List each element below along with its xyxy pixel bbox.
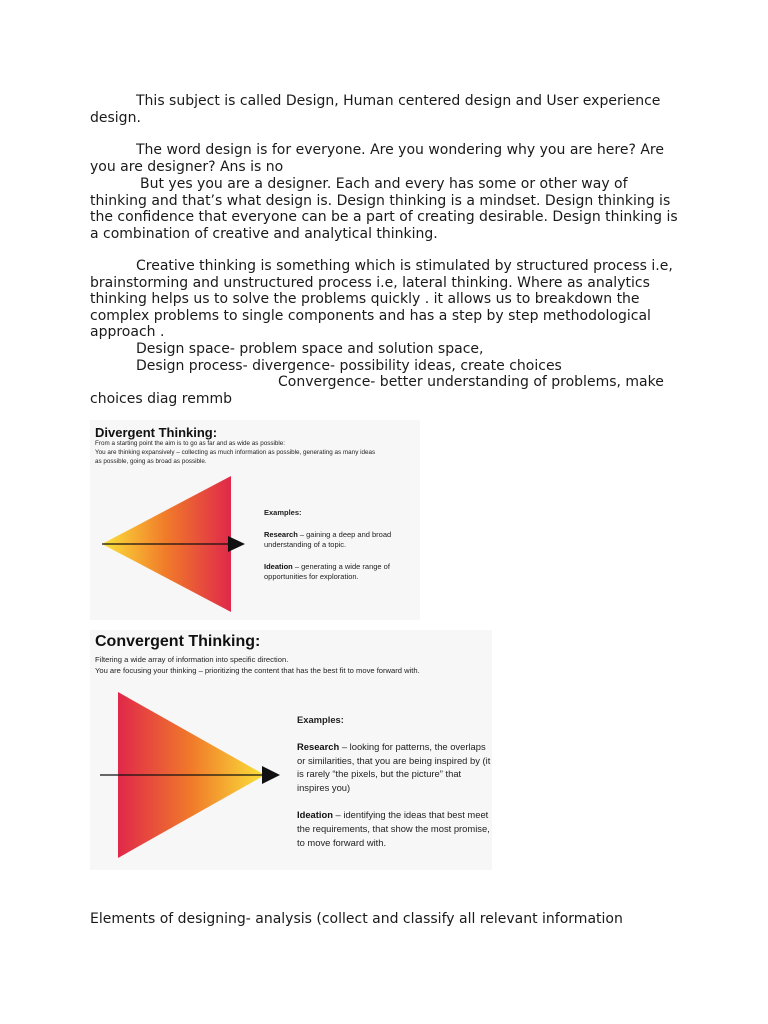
design-space-line: Design space- problem space and solution space, — [136, 341, 484, 357]
paragraph-2 — [90, 142, 680, 175]
paragraph-4 — [90, 258, 680, 341]
convergent-examples-heading: Examples: — [297, 714, 344, 725]
divergent-research-text: – gaining a deep and broad understanding of a topic. — [264, 530, 392, 549]
paragraph-1 — [90, 93, 680, 126]
divergent-ideation-label: Ideation — [264, 562, 293, 571]
paragraph-4-text: Creative thinking is something which is stimulated by structured process i.e, brainstorming and unstructured process i.e, lateral thinking. Where as analytics thinking helps us to solve the problems quickly . it allows us to breakdown the complex problems to single components and has a step by step methodological approach . — [90, 258, 673, 340]
paragraph-3 — [90, 176, 680, 242]
paragraph-1-text: This subject is called Design, Human centered design and User experience design. — [90, 93, 661, 126]
divergent-sub-1: From a starting point the aim is to go as far and as wide as possible: — [95, 440, 286, 447]
convergent-research-label: Research — [297, 740, 340, 752]
divergent-arrow-head — [228, 536, 245, 552]
divergent-research-label: Research — [264, 530, 298, 539]
convergent-thinking-figure — [90, 630, 492, 870]
convergence-line: Convergence- better understanding of problems, make choices diag remmb — [90, 374, 664, 407]
divergent-ideation — [264, 562, 414, 582]
paragraph-5 — [90, 341, 680, 407]
paragraph-3-text: But yes you are a designer. Each and every has some or other way of thinking and that’s what design is. Design thinking is a mindset. Design thinking is the confidence that everyone can be a part of creating desirable. Design thinking is a combination of creative and analytical thinking. — [90, 176, 678, 242]
divergent-ideation-text: – generating a wide range of opportunities for exploration. — [264, 562, 390, 581]
convergent-ideation-label: Ideation — [297, 808, 333, 820]
convergent-examples — [297, 713, 492, 849]
convergent-triangle-diagram — [90, 630, 290, 870]
convergent-research-text: – looking for patterns, the overlaps or similarities, that you are being inspired by (it is rarely “the pixels, but the picture” that inspires you) — [297, 740, 491, 794]
divergent-sub-3: as possible, going as broad as possible. — [95, 458, 207, 465]
divergent-research — [264, 530, 414, 550]
divergent-title: Divergent Thinking: — [95, 425, 218, 440]
convergent-title: Convergent Thinking: — [95, 633, 261, 650]
convergent-ideation-text: – identifying the ideas that best meet the requirements, that show the most promise, to move forward with. — [297, 808, 490, 848]
convergent-ideation — [297, 808, 492, 849]
elements-of-designing-line — [90, 911, 680, 928]
divergent-thinking-figure — [90, 420, 420, 620]
convergent-sub-2: You are focusing your thinking – prioritizing the content that has the best fit to move forward with. — [95, 666, 420, 675]
convergent-research — [297, 740, 492, 795]
convergent-arrow-head — [262, 766, 280, 784]
design-process-line: Design process- divergence- possibility ideas, create choices — [136, 357, 562, 374]
elements-of-designing-text: Elements of designing- analysis (collect and classify all relevant information — [90, 911, 623, 927]
divergent-sub-2: You are thinking expansively – collecting as much information as possible, generating as many ideas — [95, 449, 376, 456]
paragraph-2-text: The word design is for everyone. Are you wondering why you are here? Are you are designer? Ans is no — [90, 142, 664, 175]
convergent-sub-1: Filtering a wide array of information into specific direction. — [95, 655, 289, 664]
divergent-examples — [264, 508, 414, 582]
divergent-triangle-diagram — [90, 420, 250, 620]
divergent-examples-heading: Examples: — [264, 508, 302, 517]
